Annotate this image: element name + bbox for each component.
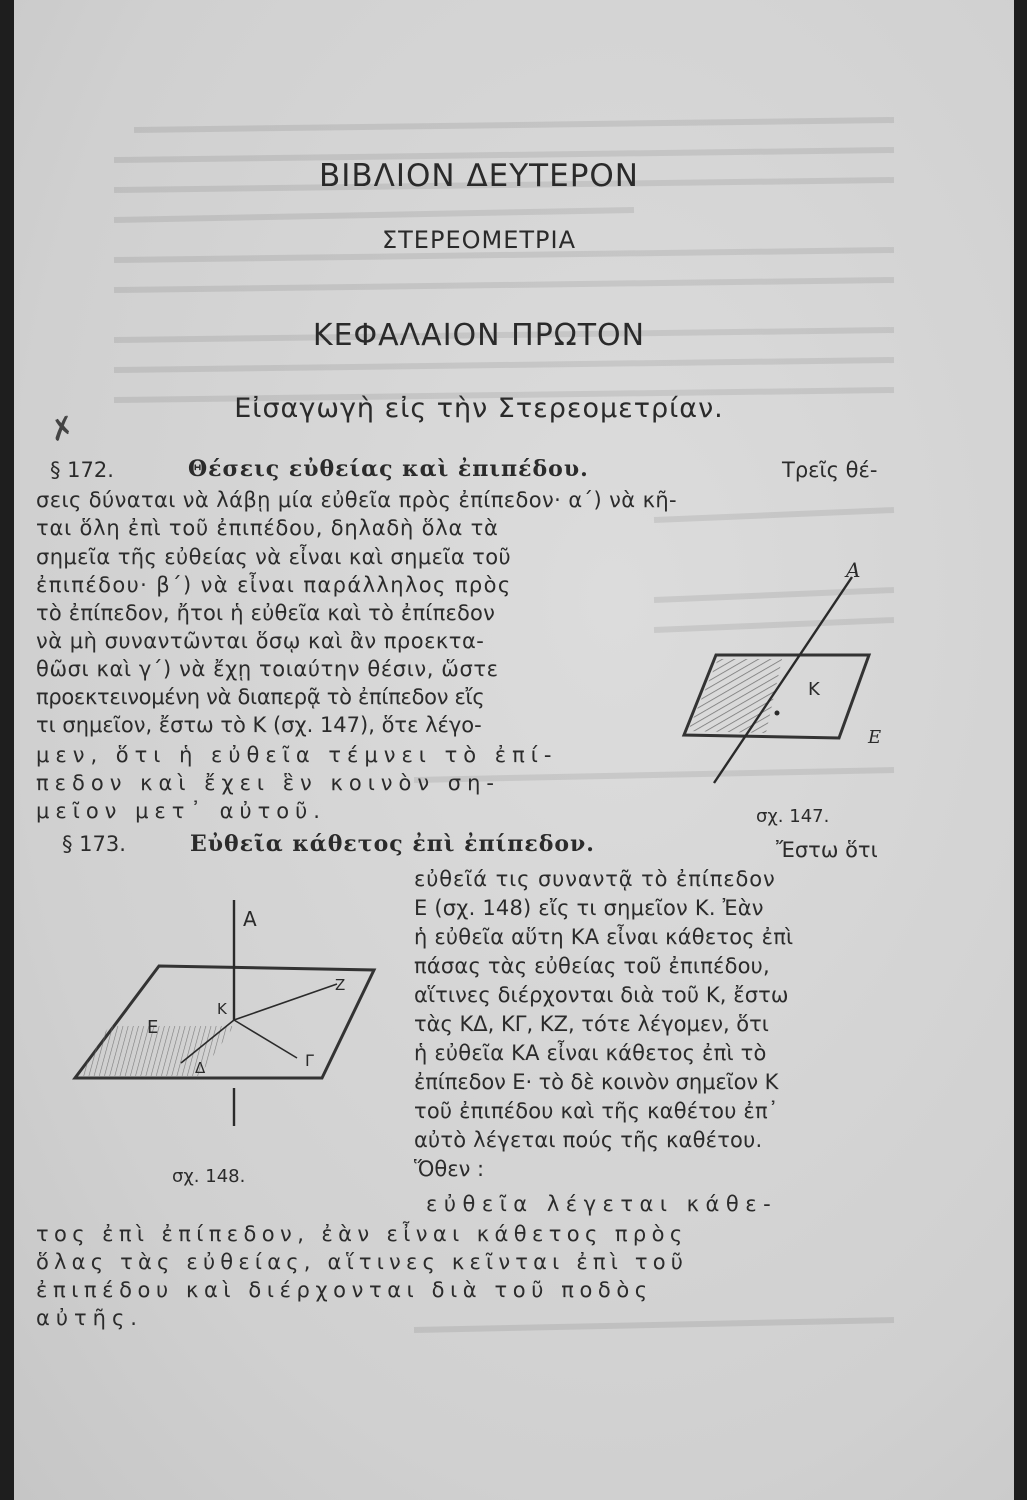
label-a: Α: [846, 558, 861, 582]
chapter-title: ΚΕΦΑΛΑΙΟΝ ΠΡΩΤΟΝ: [312, 318, 646, 353]
label-d: Δ: [195, 1059, 206, 1077]
text-line: ται ὅλη ἐπὶ τοῦ ἐπιπέδου, δηλαδὴ ὅλα τὰ: [36, 516, 499, 540]
figure-148-caption: σχ. 148.: [172, 1166, 246, 1187]
text-line: μεν, ὅτι ἡ εὐθεῖα τέμνει τὸ ἐπί-: [36, 743, 558, 767]
figure-147: [674, 555, 894, 799]
text-line: Τρεῖς θέ-: [782, 458, 878, 482]
label-e: Ε: [868, 727, 882, 748]
label-k: Κ: [808, 679, 820, 700]
text-line: Ὅθεν :: [414, 1157, 485, 1181]
text-line: τοῦ ἐπιπέδου καὶ τῆς καθέτου ἐπ᾽: [414, 1099, 779, 1123]
label-e: Ε: [147, 1017, 159, 1038]
text-line: πάσας τὰς εὐθείας τοῦ ἐπιπέδου,: [414, 954, 770, 978]
section-172-number: § 172.: [50, 458, 114, 482]
book-page: [14, 0, 1014, 1500]
point-k-dot: [775, 711, 780, 716]
text-line: ἐπιπέδου· β΄) νὰ εἶναι παράλληλος πρὸς: [36, 573, 512, 597]
text-line: ἐπίπεδον Ε· τὸ δὲ κοινὸν σημεῖον Κ: [414, 1070, 779, 1094]
text-line: αὐτὸ λέγεται πούς τῆς καθέτου.: [414, 1128, 763, 1152]
plane-shading: [688, 659, 782, 733]
text-line: αἵτινες διέρχονται διὰ τοῦ Κ, ἔστω: [414, 983, 789, 1007]
text-line: μεῖον μετ᾽ αὐτοῦ.: [36, 799, 326, 823]
text-line: σημεῖα τῆς εὐθείας νὰ εἶναι καὶ σημεῖα τοῦ: [36, 545, 512, 569]
text-line: τι σημεῖον, ἔστω τὸ Κ (σχ. 147), ὅτε λέγο-: [36, 713, 482, 737]
label-k: Κ: [217, 1000, 227, 1018]
label-z: Ζ: [335, 976, 346, 994]
text-line: τὸ ἐπίπεδον, ἤτοι ἡ εὐθεῖα καὶ τὸ ἐπίπεδον: [36, 601, 496, 625]
text-line: προεκτεινομένη νὰ διαπερᾷ τὸ ἐπίπεδον εἴς: [36, 685, 485, 709]
section-title: Εἰσαγωγὴ εἰς τὴν Στερεομετρίαν.: [234, 393, 724, 424]
line-kg: [234, 1020, 297, 1058]
text-line: Ἔστω ὅτι: [776, 838, 878, 862]
text-line: πεδον καὶ ἔχει ἓν κοινὸν ση-: [36, 771, 500, 795]
label-g: Γ: [305, 1051, 314, 1070]
label-a: Α: [243, 907, 257, 931]
book-title: ΒΙΒΛΙΟΝ ΔΕΥΤΕΡΟΝ: [318, 158, 639, 194]
text-line: Ε (σχ. 148) εἴς τι σημεῖον Κ. Ἐὰν: [414, 896, 764, 920]
margin-mark: ✗: [45, 409, 80, 450]
line-kz: [234, 984, 337, 1020]
text-line: νὰ μὴ συναντῶνται ὅσῳ καὶ ἂν προεκτα-: [36, 629, 485, 653]
definition-line: εὐθεῖα λέγεται κάθε-: [426, 1192, 778, 1216]
definition-line: αὐτῆς.: [36, 1306, 143, 1330]
text-line: τὰς ΚΔ, ΚΓ, ΚΖ, τότε λέγομεν, ὅτι: [414, 1012, 769, 1036]
subject-title: ΣΤΕΡΕΟΜΕΤΡΙΑ: [381, 226, 576, 254]
definition-line: ὅλας τὰς εὐθείας, αἵτινες κεῖνται ἐπὶ τοῦ: [36, 1250, 689, 1274]
text-line: ἡ εὐθεῖα αὕτη ΚΑ εἶναι κάθετος ἐπὶ: [414, 925, 794, 949]
figure-148-drawing: [69, 898, 389, 1138]
figure-147-drawing: [674, 555, 894, 795]
section-172-heading: Θέσεις εὐθείας καὶ ἐπιπέδου.: [188, 456, 589, 482]
text-line: εὐθεῖά τις συναντᾷ τὸ ἐπίπεδον: [414, 867, 776, 891]
definition-line: ἐπιπέδου καὶ διέρχονται διὰ τοῦ ποδὸς: [36, 1278, 653, 1302]
text-line: θῶσι καὶ γ΄) νὰ ἔχῃ τοιαύτην θέσιν, ὥστε: [36, 657, 499, 681]
section-173-heading: Εὐθεῖα κάθετος ἐπὶ ἐπίπεδον.: [190, 831, 595, 857]
text-line: σεις δύναται νὰ λάβῃ μία εὐθεῖα πρὸς ἐπίπεδον· α΄) νὰ κῆ-: [36, 488, 678, 512]
figure-147-caption: σχ. 147.: [756, 806, 830, 827]
text-line: ἡ εὐθεῖα ΚΑ εἶναι κάθετος ἐπὶ τὸ: [414, 1041, 767, 1065]
figure-148: [69, 898, 389, 1142]
section-173-number: § 173.: [62, 832, 126, 856]
definition-line: τος ἐπὶ ἐπίπεδον, ἐὰν εἶναι κάθετος πρὸς: [36, 1222, 688, 1246]
